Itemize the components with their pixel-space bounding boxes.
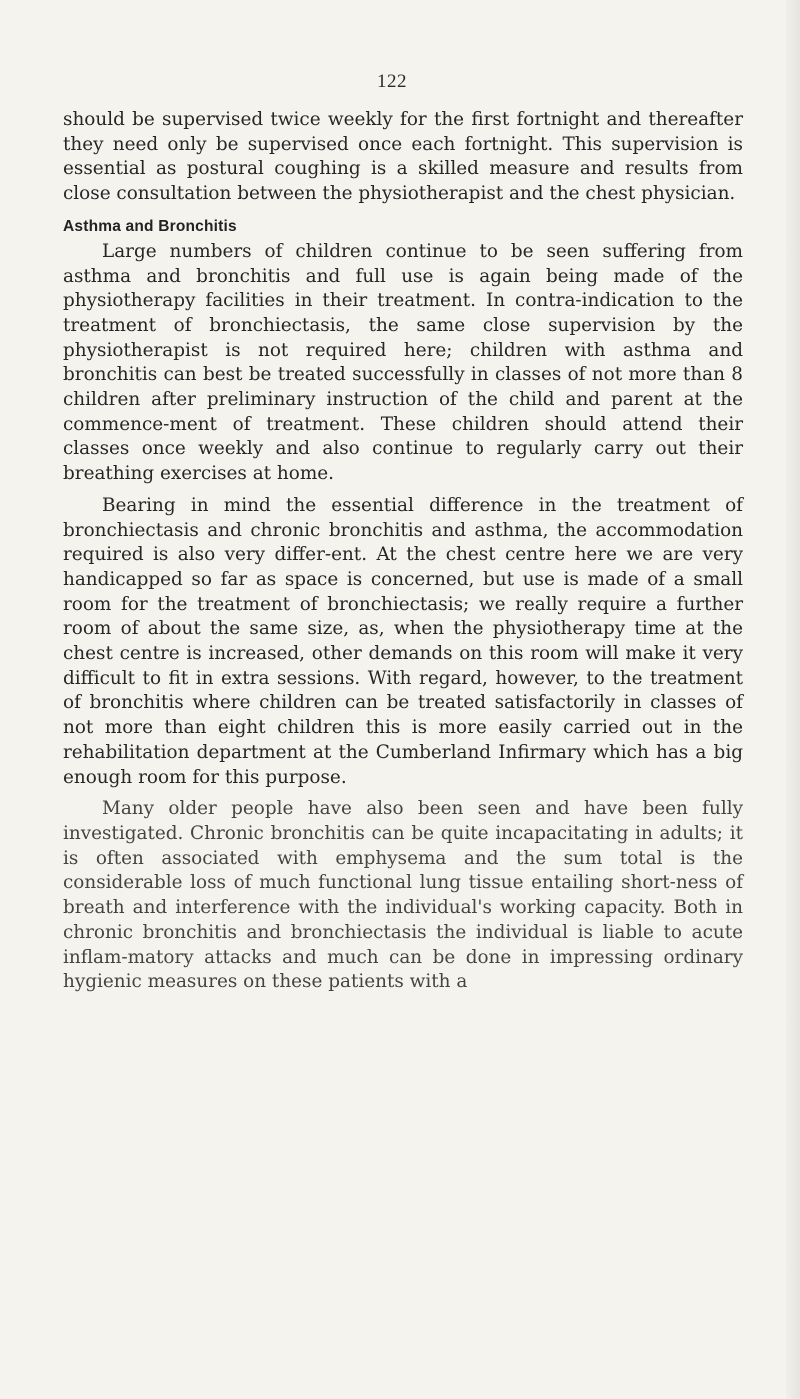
page-number: 122	[377, 71, 407, 92]
paragraph-older-people: Many older people have also been seen and have been fully investigated. Chronic bronchitis can be quite incapacitating in adults; it is often associated with emphysema and the sum total is the considerable loss of much functional lung tissue entailing short-ness of breath and interference with the individual's working capacity. Both in chronic bronchitis and bronchiectasis the individual is liable to acute inflam-matory attacks and much can be done in impressing ordinary hygienic measures on these patients with a	[63, 798, 743, 993]
paragraph-continuation: should be supervised twice weekly for the first fortnight and thereafter they need only be supervised once each fortnight. This supervision is essential as postural coughing is a skilled measure and results from close consultation between the physiotherapist and the chest physician.	[63, 109, 743, 205]
page-edge-shadow	[786, 0, 800, 1399]
body-text	[63, 108, 743, 995]
paragraph-accommodation: Bearing in mind the essential difference in the treatment of bronchiectasis and chronic bronchitis and asthma, the accommodation required is also very differ-ent. At the chest centre here we are very handicapped so far as space is concerned, but use is made of a small room for the treatment of bronchiectasis; we really require a further room of about the same size, as, when the physiotherapy time at the chest centre is increased, other demands on this room will make it very difficult to fit in extra sessions. With regard, however, to the treatment of bronchitis where children can be treated satisfactorily in classes of not more than eight children this is more easily carried out in the rehabilitation department at the Cumberland Infirmary which has a big enough room for this purpose.	[63, 494, 743, 788]
section-heading: Asthma and Bronchitis	[63, 217, 237, 235]
paragraph-asthma-bronchitis: Large numbers of children continue to be seen suffering from asthma and bronchitis and full use is again being made of the physiotherapy facilities in their treatment. In contra-indication to the treatment of bronchiectasis, the same close supervision by the physiotherapist is not required here; children with asthma and bronchitis can best be treated successfully in classes of not more than 8 children after preliminary instruction of the child and parent at the commence-ment of treatment. These children should attend their classes once weekly and also continue to regularly carry out their breathing exercises at home.	[63, 240, 743, 485]
